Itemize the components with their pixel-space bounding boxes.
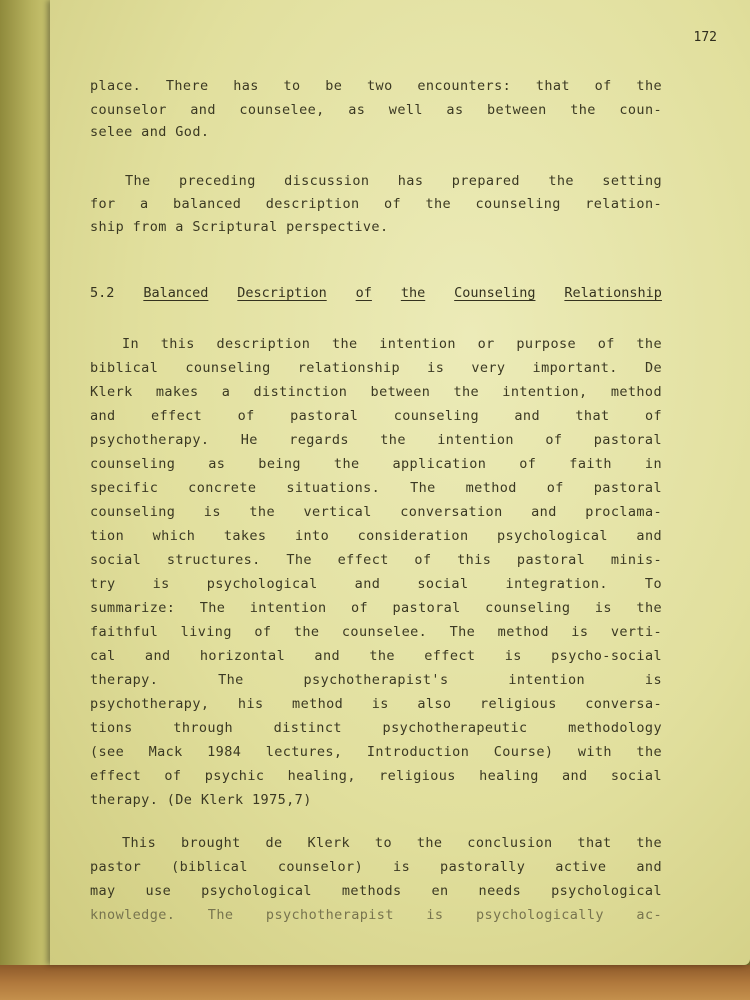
paragraph-4-line: pastor (biblical counselor) is pastorally active and — [90, 859, 662, 875]
paragraph-4-line: knowledge. The psychotherapist is psychologically ac- — [90, 907, 662, 923]
heading-word: of — [355, 285, 372, 301]
paragraph-3-line: try is psychological and social integration. To — [90, 576, 662, 592]
paragraph-3-line: In this description the intention or purpose of the — [122, 336, 662, 352]
paragraph-3-line: psychotherapy. He regards the intention of pastoral — [90, 432, 662, 448]
paragraph-3-line: tions through distinct psychotherapeutic methodology — [90, 720, 662, 736]
paragraph-3-line: counseling is the vertical conversation and proclama- — [90, 504, 662, 520]
heading-word: Description — [237, 285, 327, 301]
wooden-table — [0, 965, 750, 1000]
book-page — [50, 0, 750, 965]
paragraph-3-line: and effect of pastoral counseling and that of — [90, 408, 662, 424]
paragraph-3-line: biblical counseling relationship is very important. De — [90, 360, 662, 376]
heading-word: the — [400, 285, 426, 301]
paragraph-3-line: summarize: The intention of pastoral counseling is the — [90, 600, 662, 616]
paragraph-3-line: (see Mack 1984 lectures, Introduction Course) with the — [90, 744, 662, 760]
paragraph-1-line: place. There has to be two encounters: that of the — [90, 78, 662, 94]
paragraph-4-line: may use psychological methods en needs psychological — [90, 883, 662, 899]
paragraph-3-line: specific concrete situations. The method of pastoral — [90, 480, 662, 496]
paragraph-3-line: cal and horizontal and the effect is psycho-social — [90, 648, 662, 664]
paragraph-3-line: effect of psychic healing, religious healing and social — [90, 768, 662, 784]
paragraph-4-line: This brought de Klerk to the conclusion that the — [122, 835, 662, 851]
paragraph-3-line: therapy. (De Klerk 1975,7) — [90, 792, 312, 808]
heading-word: Balanced — [143, 285, 209, 301]
paragraph-3-line: tion which takes into consideration psychological and — [90, 528, 662, 544]
paragraph-1-line: counselor and counselee, as well as between the coun- — [90, 102, 662, 118]
paragraph-3-line: Klerk makes a distinction between the intention, method — [90, 384, 662, 400]
page-number: 172 — [693, 30, 717, 45]
paragraph-3-line: faithful living of the counselee. The method is verti- — [90, 624, 662, 640]
paragraph-2-line: The preceding discussion has prepared the setting — [125, 173, 662, 189]
paragraph-3-line: social structures. The effect of this pastoral minis- — [90, 552, 662, 568]
paragraph-2-line: ship from a Scriptural perspective. — [90, 219, 389, 235]
paragraph-3-line: psychotherapy, his method is also religious conversa- — [90, 696, 662, 712]
paragraph-3-line: counseling as being the application of faith in — [90, 456, 662, 472]
heading-word: Relationship — [564, 285, 662, 301]
section-heading — [90, 285, 662, 301]
paragraph-1-line: selee and God. — [90, 124, 210, 140]
section-number: 5.2 — [90, 285, 115, 301]
paragraph-2-line: for a balanced description of the counseling relation- — [90, 196, 662, 212]
paragraph-3-line: therapy. The psychotherapist's intention is — [90, 672, 662, 688]
heading-word: Counseling — [454, 285, 536, 301]
